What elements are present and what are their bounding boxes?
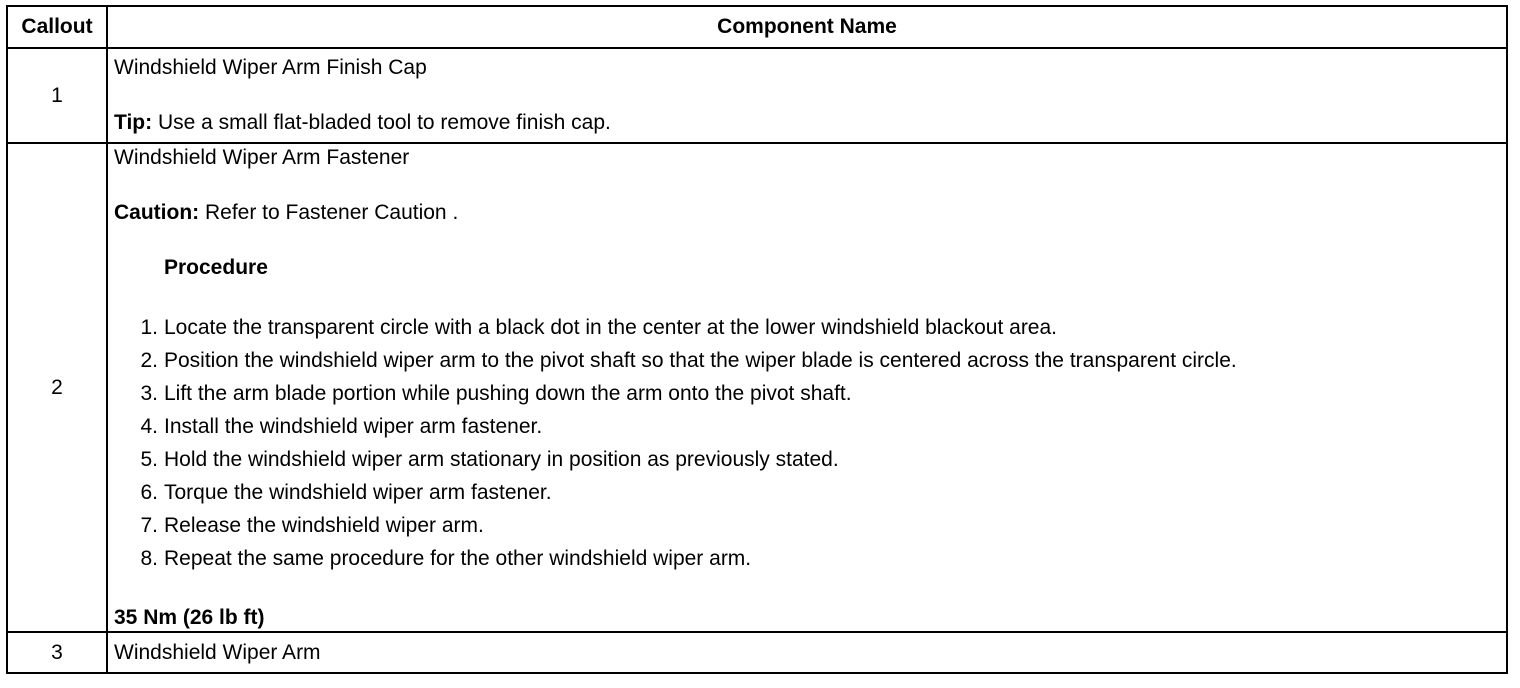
component-name: Windshield Wiper Arm Fastener (114, 145, 410, 169)
procedure-step (114, 344, 1500, 377)
torque-spec: 35 Nm (26 lb ft) (114, 605, 265, 629)
caution-text: Refer to Fastener Caution . (199, 200, 459, 224)
procedure-step (114, 476, 1500, 509)
header-row (7, 6, 1507, 48)
step-number: 1. (140, 315, 158, 339)
procedure-step (114, 509, 1500, 542)
component-table (6, 5, 1508, 674)
component-name: Windshield Wiper Arm Finish Cap (114, 56, 427, 79)
component-cell (107, 48, 1507, 143)
callout-number: 2 (7, 143, 107, 632)
step-text: Lift the arm blade portion while pushing down the arm onto the pivot shaft. (164, 381, 852, 405)
header-component-name: Component Name (107, 6, 1507, 48)
callout-number: 3 (7, 632, 107, 673)
step-text: Release the windshield wiper arm. (164, 513, 484, 537)
callout-number: 1 (7, 48, 107, 143)
component-name: Windshield Wiper Arm (114, 640, 321, 664)
step-text: Hold the windshield wiper arm stationary in position as previously stated. (164, 447, 839, 471)
step-number: 4. (140, 414, 158, 438)
table-row (7, 48, 1507, 143)
step-number: 8. (140, 546, 158, 570)
table-row (7, 143, 1507, 632)
procedure-heading: Procedure (164, 255, 268, 279)
component-cell (107, 632, 1507, 673)
procedure-step (114, 410, 1500, 443)
step-number: 3. (140, 381, 158, 405)
caution-label: Caution: (114, 200, 200, 224)
header-callout: Callout (7, 6, 107, 48)
procedure-steps (114, 311, 1500, 575)
procedure-step (114, 542, 1500, 575)
procedure-step (114, 443, 1500, 476)
tip-text: Use a small flat-bladed tool to remove finish cap. (152, 111, 611, 134)
step-text: Repeat the same procedure for the other windshield wiper arm. (164, 546, 752, 570)
table-row (7, 632, 1507, 673)
step-text: Position the windshield wiper arm to the pivot shaft so that the wiper blade is centered across the transparent circle. (164, 348, 1237, 372)
tip-label: Tip: (114, 111, 153, 134)
caution-note (114, 201, 1500, 225)
step-text: Install the windshield wiper arm fastener. (164, 414, 543, 438)
procedure-step (114, 311, 1500, 344)
component-cell (107, 143, 1507, 632)
step-number: 2. (140, 348, 158, 372)
step-number: 5. (140, 447, 158, 471)
step-number: 6. (140, 480, 158, 504)
step-text: Locate the transparent circle with a black dot in the center at the lower windshield blackout area. (164, 315, 1058, 339)
step-text: Torque the windshield wiper arm fastener. (164, 480, 552, 504)
tip-note (114, 111, 1500, 135)
procedure-step (114, 377, 1500, 410)
step-number: 7. (140, 513, 158, 537)
